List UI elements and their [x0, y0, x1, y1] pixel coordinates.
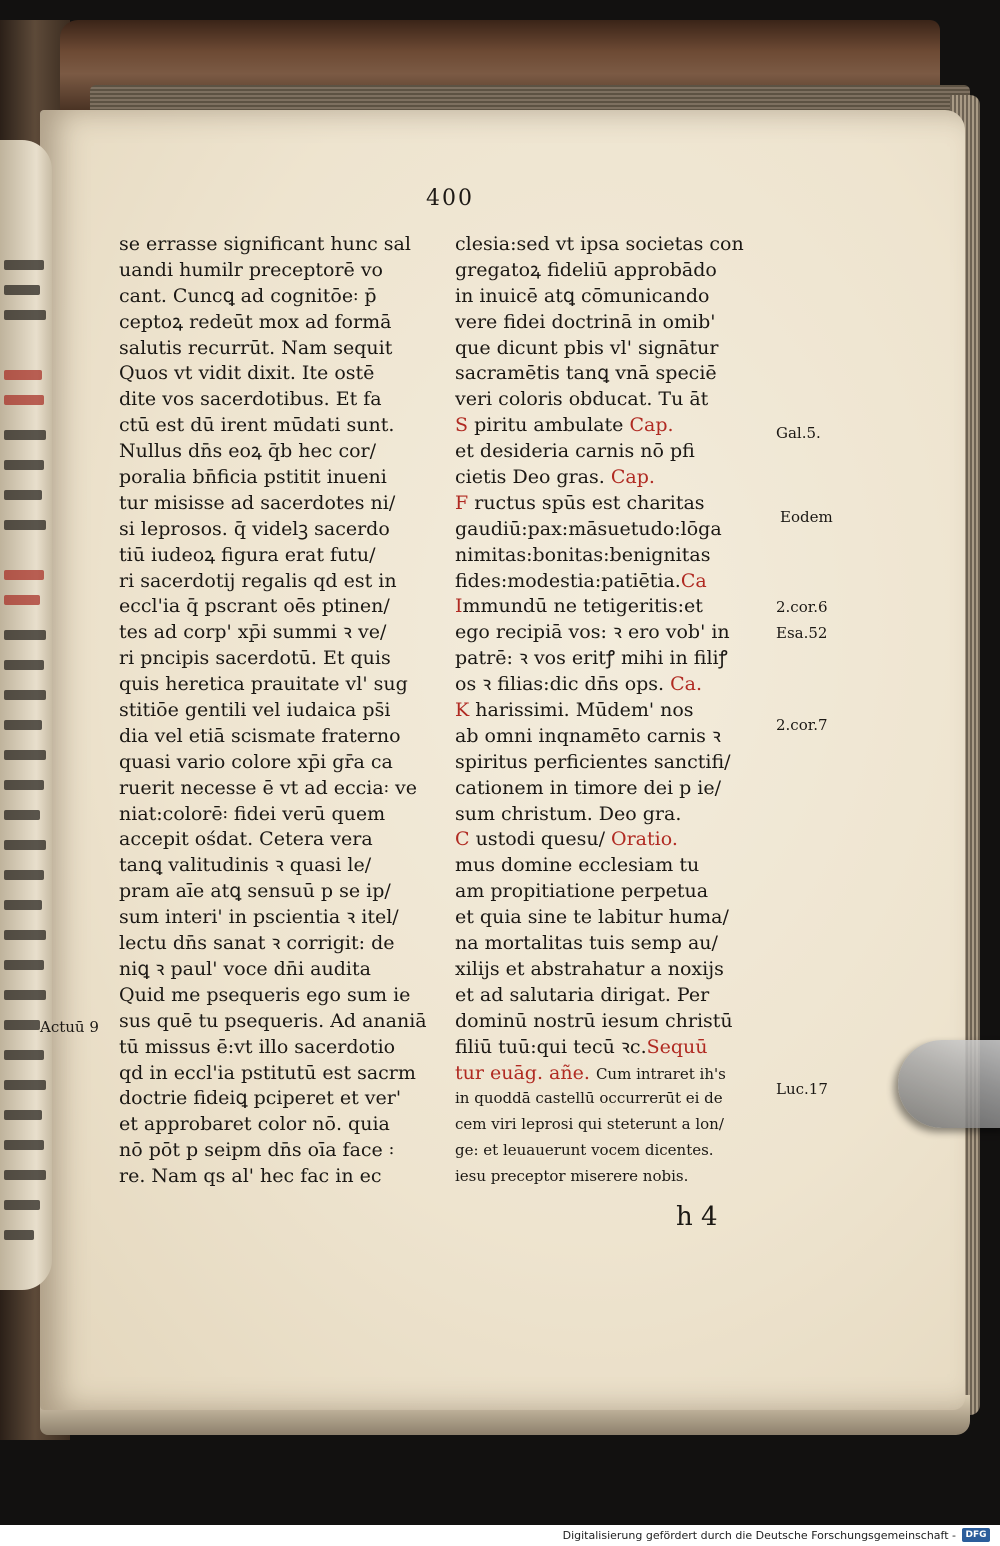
- text-line: quis heretica prauitate vl' sug: [119, 673, 408, 696]
- text-line: S piritu ambulate Cap.: [455, 414, 674, 437]
- funding-credit: Digitalisierung gefördert durch die Deutsche Forschungsgemeinschaft -: [562, 1529, 956, 1542]
- text-line: ab omni inqnamēto carnis ꝛ: [455, 724, 721, 747]
- signature-mark: h 4: [676, 1202, 718, 1232]
- text-line: gaudiū:pax:māsuetudo:lōga: [455, 517, 722, 540]
- margin-ref-esa: Esa.52: [776, 624, 828, 642]
- initial-c: C: [455, 828, 470, 851]
- text-line: dominū nostrū iesum christū: [455, 1009, 733, 1032]
- initial-f: F: [455, 491, 469, 514]
- text-line: sum interi' in pscientia ꝛ itel/: [119, 906, 399, 929]
- text-line: que dicunt pbis vl' signātur: [455, 336, 719, 359]
- text-line: fides:modestia:patiētia.Ca: [455, 569, 707, 592]
- text-line: accepit ośdat. Cetera vera: [119, 828, 373, 851]
- text-line: cationem in timore dei p ie/: [455, 776, 721, 799]
- text-line: niat:colorē꞉ fidei verū quem: [119, 802, 386, 825]
- text-line: tanꝗ valitudinis ꝛ quasi le/: [119, 854, 372, 877]
- text-line: si leprosos. q̄ videlꝫ sacerdo: [119, 517, 390, 540]
- text-line: tiū iudeoꝝ figura erat futu/: [119, 543, 376, 566]
- text-line: cant. Cuncꝗ ad cognitōe꞉ p̄: [119, 284, 377, 307]
- text-line: doctrie fideiꝗ pciperet et ver': [119, 1087, 402, 1110]
- text-line: Quid me psequeris ego sum ie: [119, 983, 411, 1006]
- page-holder-clip: [898, 1040, 1000, 1128]
- text-line: nō pōt p seipm dn̄s oīa face ꞉: [119, 1139, 395, 1162]
- text-line: et approbaret color nō. quia: [119, 1113, 390, 1136]
- text-line: uandi humilr preceptorē vo: [119, 258, 383, 281]
- text-line: ctū est dū irent mūdati sunt.: [119, 414, 395, 437]
- text-line: tur misisse ad sacerdotes ni/: [119, 491, 396, 514]
- text-line: sum christum. Deo gra.: [455, 802, 682, 825]
- text-line: eccl'ia q̄ pscrant oēs ptinen/: [119, 595, 390, 618]
- folio-number: 400: [426, 186, 474, 211]
- text-line: clesia:sed vt ipsa societas con: [455, 233, 744, 255]
- text-line: C ustodi quesu/ Oratio.: [455, 828, 678, 851]
- text-line: os ꝛ filias:dic dn̄s ops. Ca.: [455, 673, 703, 696]
- margin-ref-gal: Gal.5.: [776, 424, 821, 442]
- text-line: quasi vario colore xp̄i gr̄a ca: [119, 750, 393, 773]
- text-line: filiū tuū:qui tecū ꝛc.Sequū: [455, 1035, 708, 1058]
- rubric-ca: Ca: [680, 569, 707, 592]
- margin-ref-cor7: 2.cor.7: [776, 716, 828, 734]
- initial-s: S: [455, 414, 469, 437]
- text-line: ruerit necesse ē vt ad eccia꞉ ve: [119, 776, 417, 799]
- footer-bar: [0, 1525, 1000, 1546]
- text-line: tes ad corp' xp̄i summi ꝛ ve/: [119, 621, 387, 644]
- text-line: Immundū ne tetigeritis:et: [455, 595, 703, 618]
- text-line: stitiōe gentili vel iudaica ps̄i: [119, 699, 391, 722]
- rubric-sequitur: Sequū: [646, 1035, 708, 1058]
- initial-k: K: [455, 699, 470, 722]
- text-column-left: [119, 232, 449, 1190]
- text-line: et desideria carnis nō pfi: [455, 440, 695, 463]
- rubric-cap: Cap.: [610, 466, 655, 489]
- text-line: re. Nam qs al' hec fac in ec: [119, 1165, 382, 1188]
- text-line: F ructus spūs est charitas: [455, 491, 705, 514]
- rubric-oratio: Oratio.: [611, 828, 678, 851]
- text-line: pram aīe atꝗ sensuū p se ip/: [119, 880, 391, 903]
- text-line: in inuicē atꝗ cōmunicando: [455, 284, 710, 307]
- text-line: salutis recurrūt. Nam sequit: [119, 336, 393, 359]
- text-line: dite vos sacerdotibus. Et fa: [119, 388, 382, 411]
- text-line: Quos vt vidit dixit. Ite ostē: [119, 362, 375, 385]
- text-line: gregatoꝝ fideliū approbādo: [455, 258, 717, 281]
- text-line: spiritus perficientes sanctifi/: [455, 750, 731, 773]
- text-line: in quoddā castellū occurrerūt ei de: [455, 1089, 723, 1108]
- text-line: ge: et leuauerunt vocem dicentes.: [455, 1141, 714, 1160]
- text-line: sacramētis tanꝗ vnā speciē: [455, 362, 717, 385]
- margin-ref-cor6: 2.cor.6: [776, 598, 828, 616]
- text-line: se errasse significant hunc sal: [119, 233, 411, 255]
- text-line: poralia bn̄ficia pstitit inueni: [119, 466, 387, 489]
- text-line: cem viri leprosi qui steterunt a lon/: [455, 1115, 724, 1134]
- text-line: mus domine ecclesiam tu: [455, 854, 700, 877]
- text-line: sus quē tu psequeris. Ad ananiā: [119, 1009, 427, 1032]
- text-line: et quia sine te labitur huma/: [455, 906, 729, 929]
- text-line: K harissimi. Mūdem' nos: [455, 699, 694, 722]
- text-line: cietis Deo gras. Cap.: [455, 466, 655, 489]
- text-line: na mortalitas tuis semp au/: [455, 932, 718, 955]
- text-line: xilijs et abstrahatur a noxijs: [455, 957, 724, 980]
- text-line: Nullus dn̄s eoꝝ q̄b hec cor/: [119, 440, 377, 463]
- rubric-ca: Ca.: [670, 673, 703, 696]
- text-line: veri coloris obducat. Tu āt: [455, 388, 709, 411]
- text-line: niꝗ ꝛ paul' voce dn̄i audita: [119, 957, 371, 980]
- text-line: patrē: ꝛ vos eritꝭ mihi in filiꝭ: [455, 647, 728, 670]
- text-line: et ad salutaria dirigat. Per: [455, 983, 710, 1006]
- initial-i: I: [455, 595, 463, 618]
- text-line: tur euāg. añe. Cum intraret ih's: [455, 1061, 726, 1084]
- margin-ref-luc: Luc.17: [776, 1080, 828, 1098]
- gospel-incipit: Cum intraret ih's: [595, 1064, 726, 1083]
- text-line: nimitas:bonitas:benignitas: [455, 543, 711, 566]
- text-line: ri pncipis sacerdotū. Et quis: [119, 647, 391, 670]
- text-line: am propitiatione perpetua: [455, 880, 709, 903]
- text-line: ceptoꝝ redeūt mox ad formā: [119, 310, 392, 333]
- text-line: dia vel etiā scismate fraterno: [119, 724, 401, 747]
- text-column-right: [455, 232, 785, 1190]
- dfg-logo-icon: DFG: [962, 1528, 990, 1542]
- text-line: qd in eccl'ia pstitutū est sacrm: [119, 1061, 416, 1084]
- text-line: tū missus ē:vt illo sacerdotio: [119, 1035, 396, 1058]
- text-line: ri sacerdotij regalis qd est in: [119, 569, 397, 592]
- text-line: vere fidei doctrinā in omib': [455, 310, 716, 333]
- text-line: iesu preceptor miserere nobis.: [455, 1167, 689, 1186]
- text-line: lectu dn̄s sanat ꝛ corrigit: de: [119, 932, 395, 955]
- margin-ref-actu: Actuū 9: [40, 1018, 99, 1036]
- verso-page-fragment: [0, 140, 52, 1290]
- text-line: ego recipiā vos: ꝛ ero vob' in: [455, 621, 730, 644]
- rubric-cap: Cap.: [629, 414, 674, 437]
- margin-ref-eodem: Eodem: [780, 508, 833, 526]
